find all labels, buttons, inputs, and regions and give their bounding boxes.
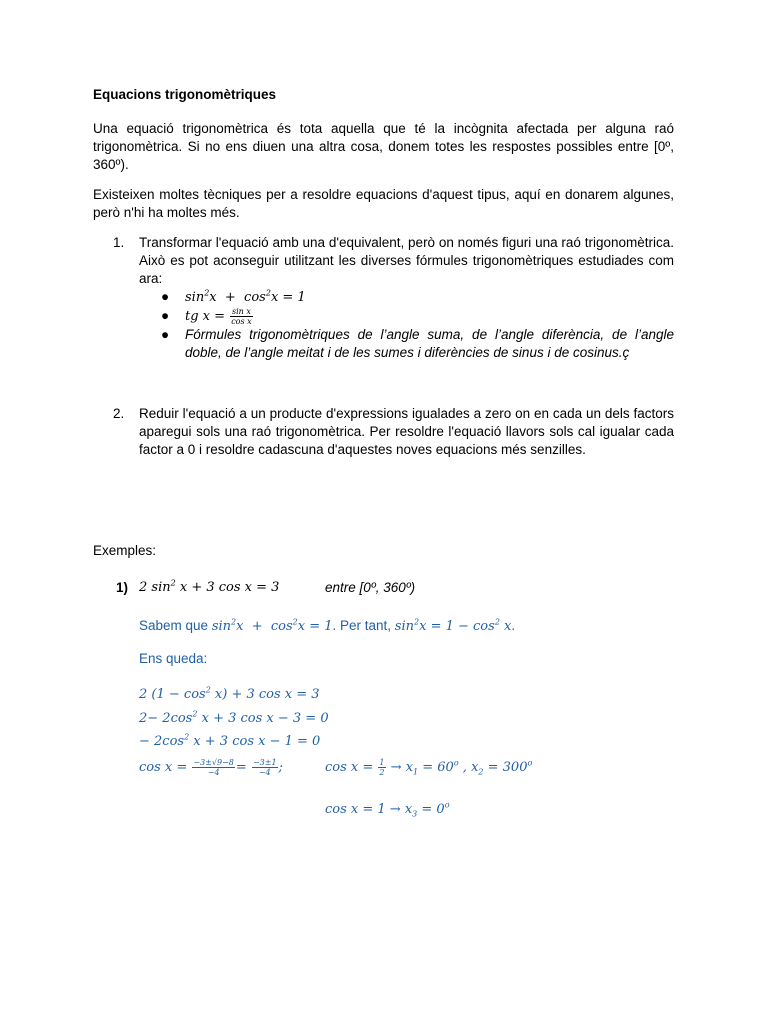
tangent-formula: tg x = $\frac{\text{sin x}}{\text{cos x}}$ bbox=[185, 307, 252, 326]
step-1-equation: 2 $(1 - \cos^2 x) + 3$ cos x = 3 bbox=[139, 685, 320, 702]
sabem-que-text: Sabem que bbox=[139, 618, 212, 633]
per-tant-text: . Per tant, bbox=[332, 618, 395, 633]
bullet-item bbox=[139, 288, 674, 307]
formula-bullets bbox=[139, 288, 674, 362]
bullet-item bbox=[139, 307, 674, 326]
intro-paragraph: Una equació trigonomètrica és tota aquella que té la incògnita afectada per alguna raó trigonomètrica. Si no ens diuen una altra cosa, donem totes les respostes possibles entre [0º, 360º). bbox=[93, 121, 674, 172]
list-number: 2. bbox=[113, 406, 125, 421]
list-number: 1. bbox=[113, 235, 125, 250]
example-number: 1) bbox=[116, 580, 129, 595]
techniques-paragraph: Existeixen moltes tècniques per a resoldre equacions d'aquest tipus, aquí en donarem algunes, però n'hi ha moltes més. bbox=[93, 187, 674, 220]
step-2-equation: $2- 2\cos^2$ x + 3 cos x − 3 = 0 bbox=[139, 709, 329, 726]
technique-text: Transformar l'equació amb una d'equivalent, però on només figuri una raó trigonomètrica. Això es pot aconseguir utilitzant les diverses fórmules trigonomètriques estudiades com ara: bbox=[139, 235, 674, 286]
technique-item bbox=[93, 234, 674, 362]
identity-formula: $\sin^2x + \cos^2x = 1$ bbox=[211, 617, 333, 634]
solution-3: $\cos x = 1 \to x_3 = 0^o$ bbox=[325, 800, 450, 819]
pythagorean-identity-formula: $\sin^2x + \cos^2x = 1$ bbox=[185, 288, 306, 305]
identity-line: Sabem que $\sin^2x + \cos^2x = 1$. Per tant, $\sin^2x = 1 - \cos^2 x$. bbox=[139, 617, 516, 634]
bullet-icon: ● bbox=[161, 289, 170, 304]
techniques-list bbox=[93, 234, 674, 459]
document-page bbox=[93, 86, 674, 459]
example-equation: 2 $\sin^2 x + 3$ cos x = 3 bbox=[139, 578, 280, 595]
quadratic-solution-formula: cos x = $\frac{-3\pm√9-8}{-4}$ = $\frac{-3\pm 1}{-4}$ ; bbox=[139, 758, 283, 777]
technique-item bbox=[93, 405, 674, 459]
bullet-icon: ● bbox=[161, 327, 170, 342]
bullet-icon: ● bbox=[161, 308, 170, 323]
formulas-list-text: Fórmules trigonomètriques de l’angle suma, de l’angle diferència, de l’angle doble, de l’angle meitat i de les sumes i diferències de sinus i de cosinus.ç bbox=[185, 327, 674, 360]
example-range: entre [0º, 360º) bbox=[325, 580, 416, 595]
technique-text: Reduir l'equació a un producte d'expressions igualades a zero on en cada un dels factors aparegui sols una raó trigonomètrica. Per resoldre l'equació llavors sols cal igualar cada factor a 0 i resoldre cadascuna d'aquestes noves equacions més senzilles. bbox=[139, 406, 674, 457]
ens-queda-label: Ens queda: bbox=[139, 651, 208, 666]
step-3-equation: − $2\cos^2$ x + 3 cos x − 1 = 0 bbox=[139, 732, 321, 749]
examples-label: Exemples: bbox=[93, 543, 157, 558]
sin-squared-formula: $\sin^2x = 1 - \cos^2 x$ bbox=[394, 617, 512, 634]
bullet-item bbox=[139, 326, 674, 362]
solution-1-2: cos x = $\frac{1}{2}$ → $x_1 = 60^o$ , $x_2 = 300^o$ bbox=[325, 758, 533, 777]
page-title: Equacions trigonomètriques bbox=[93, 87, 277, 102]
